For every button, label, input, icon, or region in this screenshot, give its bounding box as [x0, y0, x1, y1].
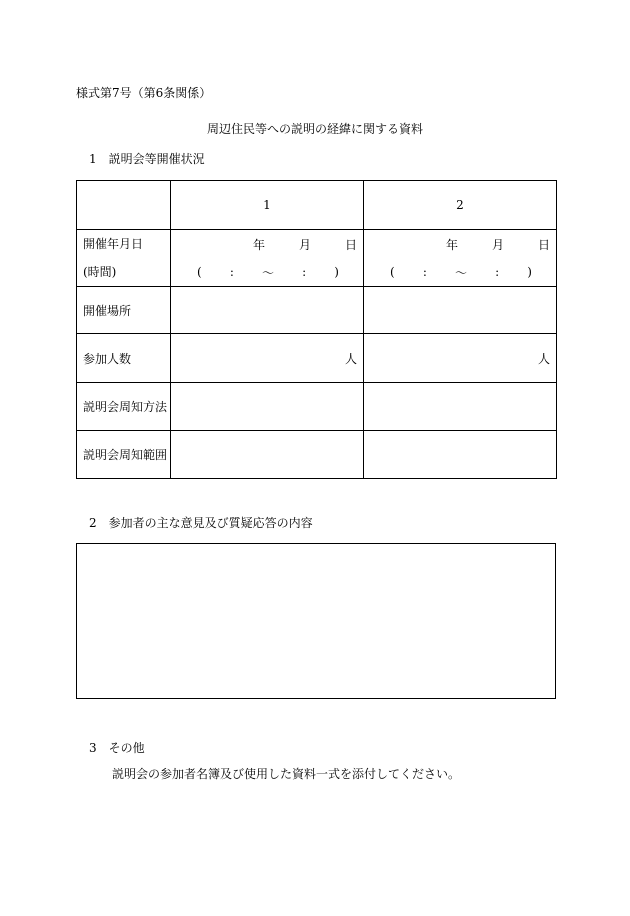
day-mark: 日 — [537, 237, 550, 252]
method-label: 説明会周知方法 — [77, 383, 171, 431]
method-row — [77, 383, 557, 431]
column-1-header: 1 — [171, 181, 364, 230]
tilde-mark: 〜 — [261, 265, 274, 280]
year-mark: 年 — [446, 237, 459, 252]
method-cell-1[interactable] — [171, 383, 364, 431]
scope-label: 説明会周知範囲 — [77, 431, 171, 479]
tilde-mark: 〜 — [454, 265, 467, 280]
date-row — [77, 230, 557, 287]
attachment-note: 説明会の参加者名簿及び使用した資料一式を添付してください。 — [112, 767, 461, 781]
paren-close: ) — [334, 265, 339, 279]
place-cell-2[interactable] — [364, 287, 557, 334]
place-cell-1[interactable] — [171, 287, 364, 334]
date-label: 開催年月日 — [83, 237, 144, 251]
count-row — [77, 334, 557, 383]
paren-close: ) — [527, 265, 532, 279]
year-mark: 年 — [253, 237, 266, 252]
scope-cell-2[interactable] — [364, 431, 557, 479]
count-cell-1[interactable]: 人 — [171, 334, 364, 383]
section2-heading: 2 参加者の主な意見及び質疑応答の内容 — [89, 516, 313, 530]
form-id: 様式第7号（第6条関係） — [76, 86, 212, 100]
date-label-cell — [77, 230, 171, 287]
date-cell-1[interactable] — [171, 230, 364, 287]
colon-mark: : — [422, 265, 427, 279]
day-mark: 日 — [344, 237, 357, 252]
colon-mark: : — [302, 265, 307, 279]
month-mark: 月 — [298, 237, 311, 252]
colon-mark: : — [495, 265, 500, 279]
scope-row — [77, 431, 557, 479]
place-row — [77, 287, 557, 334]
paren-open: ( — [390, 265, 395, 279]
date-cell-2[interactable] — [364, 230, 557, 287]
opinions-box[interactable] — [76, 543, 556, 699]
month-mark: 月 — [491, 237, 504, 252]
paren-open: ( — [197, 265, 202, 279]
time-label: (時間) — [83, 265, 117, 279]
colon-mark: : — [229, 265, 234, 279]
count-label: 参加人数 — [77, 334, 171, 383]
section1-heading: 1 説明会等開催状況 — [89, 152, 205, 166]
column-2-header: 2 — [364, 181, 557, 230]
document-title: 周辺住民等への説明の経緯に関する資料 — [206, 122, 423, 136]
table-header-row — [77, 181, 557, 230]
scope-cell-1[interactable] — [171, 431, 364, 479]
section3-heading: 3 その他 — [89, 741, 145, 755]
method-cell-2[interactable] — [364, 383, 557, 431]
count-cell-2[interactable]: 人 — [364, 334, 557, 383]
place-label: 開催場所 — [77, 287, 171, 334]
header-blank-cell — [77, 181, 171, 230]
meeting-status-table — [76, 180, 557, 479]
